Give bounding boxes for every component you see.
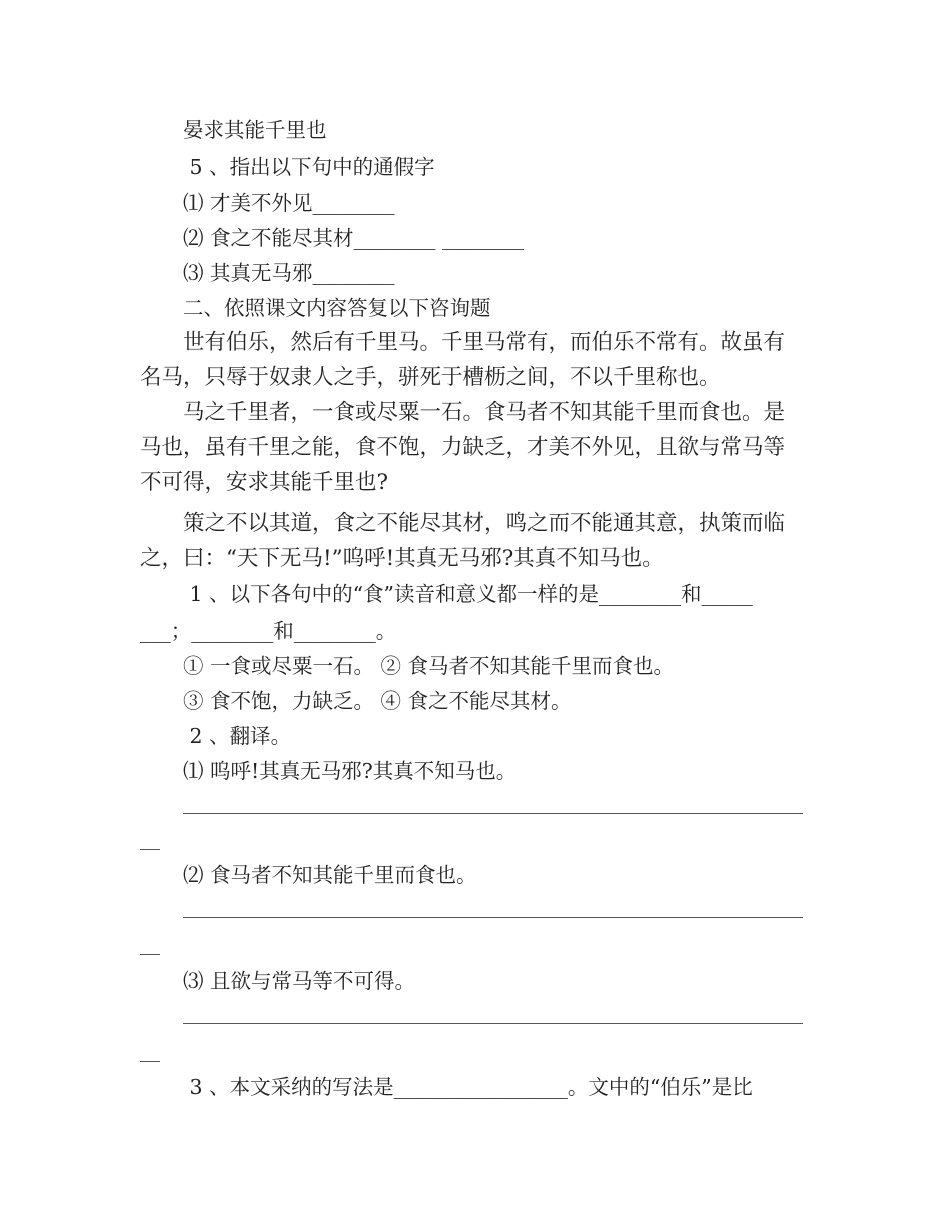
answer-line-3 bbox=[183, 1023, 803, 1024]
question-1-line-1: 1 、以下各句中的“食”读音和意义都一样的是________和_____ bbox=[183, 582, 753, 606]
section-2-heading: 二、依照课文内容答复以下咨询题 bbox=[183, 296, 491, 320]
passage-para-1-line-1: 世有伯乐，然后有千里马。千里马常有，而伯乐不常有。故虽有 bbox=[183, 330, 786, 355]
question-5-item-3: ⑶ 其真无马邪________ bbox=[183, 261, 395, 285]
question-1-line-2: ___；________和________。 bbox=[140, 619, 397, 643]
passage-para-2-line-2: 马也，虽有千里之能，食不饱，力缺乏，才美不外见，且欲与常马等 bbox=[140, 435, 786, 460]
question-1-options-a: ① 一食或尽粟一石。 ② 食马者不知其能千里而食也。 bbox=[183, 654, 675, 678]
question-5-heading: 5 、指出以下句中的通假字 bbox=[183, 155, 435, 179]
question-3-line: 3 、本文采纳的写法是_________________。文中的“伯乐”是比 bbox=[183, 1075, 753, 1099]
translate-item-3: ⑶ 且欲与常马等不可得。 bbox=[183, 969, 416, 993]
question-5-item-2: ⑵ 食之不能尽其材________ ________ bbox=[183, 226, 525, 250]
translate-item-1: ⑴ 呜呼!其真无马邪?其真不知马也。 bbox=[183, 759, 517, 783]
passage-para-3-line-2: 之，曰：“天下无马!”呜呼!其真无马邪?其真不知马也。 bbox=[140, 546, 664, 571]
text-line-1: 晏求其能千里也 bbox=[183, 118, 327, 142]
passage-para-2-line-1: 马之千里者，一食或尽粟一石。食马者不知其能千里而食也。是 bbox=[183, 400, 786, 425]
translate-item-2: ⑵ 食马者不知其能千里而食也。 bbox=[183, 863, 477, 887]
answer-line-1 bbox=[183, 813, 803, 814]
passage-para-1-line-2: 名马，只辱于奴隶人之手，骈死于槽枥之间，不以千里称也。 bbox=[140, 365, 721, 390]
answer-line-2-wrap bbox=[140, 954, 160, 955]
question-5-item-1: ⑴ 才美不外见________ bbox=[183, 191, 395, 215]
passage-para-3-line-1: 策之不以其道，食之不能尽其材，鸣之而不能通其意，执策而临 bbox=[183, 511, 786, 536]
question-2-heading: 2 、翻译。 bbox=[183, 724, 292, 748]
answer-line-3-wrap bbox=[140, 1061, 160, 1062]
question-1-options-b: ③ 食不饱，力缺乏。 ④ 食之不能尽其材。 bbox=[183, 689, 572, 713]
passage-para-2-line-3: 不可得，安求其能千里也? bbox=[140, 470, 389, 495]
answer-line-2 bbox=[183, 917, 803, 918]
answer-line-1-wrap bbox=[140, 849, 160, 850]
